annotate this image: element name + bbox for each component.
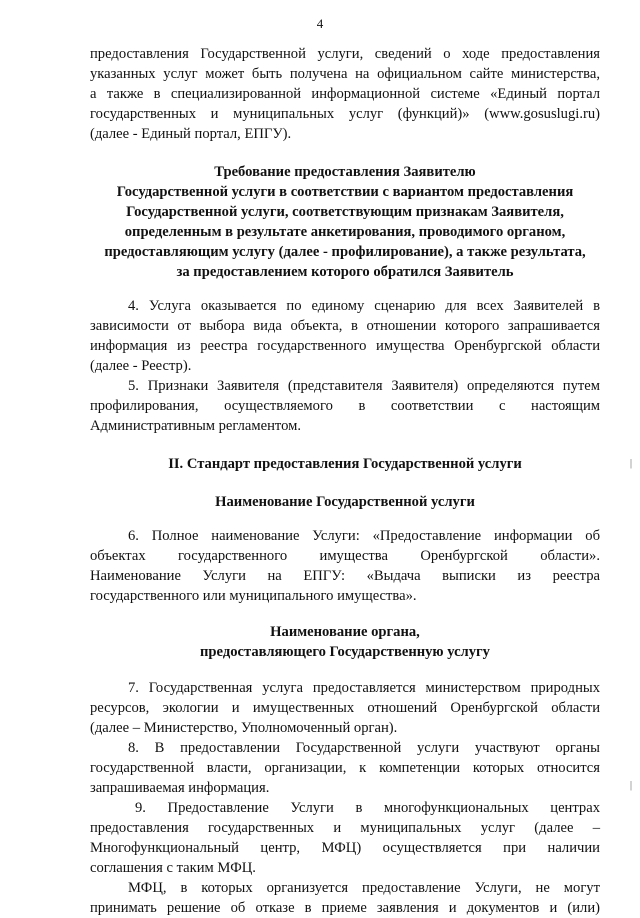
- section-heading: определенным в результате анкетирования, проводимого органом,: [124, 224, 566, 240]
- paragraph-9-line: 9. Предоставление Услуги в многофункциональных центрах: [135, 800, 600, 816]
- paragraph-4-line: зависимости от выбора вида объекта, в отношении которого запрашивается: [90, 318, 600, 334]
- scan-mark: |: [630, 458, 633, 469]
- section-heading: предоставляющим услугу (далее - профилирование), а также результата,: [104, 244, 586, 260]
- paragraph-9-line: Многофункциональный центр, МФЦ) осуществляется при наличии: [90, 840, 600, 856]
- paragraph-6-line: объектах государственного имущества Оренбургской области».: [90, 548, 600, 564]
- paragraph-9-line: соглашения с таким МФЦ.: [90, 860, 256, 876]
- subsection-heading: Наименование Государственной услуги: [215, 494, 475, 510]
- text-line: (далее - Единый портал, ЕПГУ).: [90, 126, 292, 142]
- text-line: государственных и муниципальных услуг (функций)» (www.gosuslugi.ru): [90, 106, 600, 122]
- paragraph-4-line: 4. Услуга оказывается по единому сценарию для всех Заявителей в: [128, 298, 600, 314]
- paragraph-mfc-line: принимать решение об отказе в приеме заявления и документов и (или): [90, 900, 600, 916]
- paragraph-5-line: 5. Признаки Заявителя (представителя Заявителя) определяются путем: [128, 378, 600, 394]
- paragraph-8-line: 8. В предоставлении Государственной услуги участвуют органы: [128, 740, 600, 756]
- paragraph-mfc-line: МФЦ, в которых организуется предоставление Услуги, не могут: [128, 880, 600, 896]
- subsection-heading: Наименование органа,: [270, 624, 420, 640]
- section-heading: Требование предоставления Заявителю: [214, 164, 476, 180]
- section-heading: за предоставлением которого обратился Заявитель: [176, 264, 514, 280]
- paragraph-6-line: Наименование Услуги на ЕПГУ: «Выдача выписки из реестра: [90, 568, 600, 584]
- scan-mark: |: [630, 780, 633, 791]
- paragraph-5-line: профилирования, осуществляемого в соответствии с настоящим: [90, 398, 600, 414]
- page-number: 4: [316, 16, 324, 31]
- paragraph-9-line: предоставления государственных и муниципальных услуг (далее –: [90, 820, 600, 836]
- subsection-heading: предоставляющего Государственную услугу: [200, 644, 490, 660]
- paragraph-7-line: 7. Государственная услуга предоставляется министерством природных: [128, 680, 600, 696]
- paragraph-7-line: ресурсов, экологии и имущественных отношений Оренбургской области: [90, 700, 600, 716]
- text-line: указанных услуг может быть получена на официальном сайте министерства,: [90, 66, 600, 82]
- text-line: а также в специализированной информационной системе «Единый портал: [90, 86, 600, 102]
- paragraph-5-line: Административным регламентом.: [90, 418, 302, 434]
- paragraph-8-line: государственной власти, организации, к компетенции которых относится: [90, 760, 600, 776]
- paragraph-7-line: (далее – Министерство, Уполномоченный орган).: [90, 720, 398, 736]
- chapter-heading: II. Стандарт предоставления Государственной услуги: [168, 456, 522, 472]
- paragraph-6-line: государственного или муниципального имущества».: [90, 588, 417, 604]
- paragraph-4-line: (далее - Реестр).: [90, 358, 192, 374]
- section-heading: Государственной услуги, соответствующим признакам Заявителя,: [126, 204, 564, 220]
- paragraph-6-line: 6. Полное наименование Услуги: «Предоставление информации об: [128, 528, 600, 544]
- section-heading: Государственной услуги в соответствии с вариантом предоставления: [116, 184, 574, 200]
- paragraph-4-line: информация из реестра государственного имущества Оренбургской области: [90, 338, 600, 354]
- text-line: предоставления Государственной услуги, сведений о ходе предоставления: [90, 46, 600, 62]
- paragraph-8-line: запрашиваемая информация.: [90, 780, 270, 796]
